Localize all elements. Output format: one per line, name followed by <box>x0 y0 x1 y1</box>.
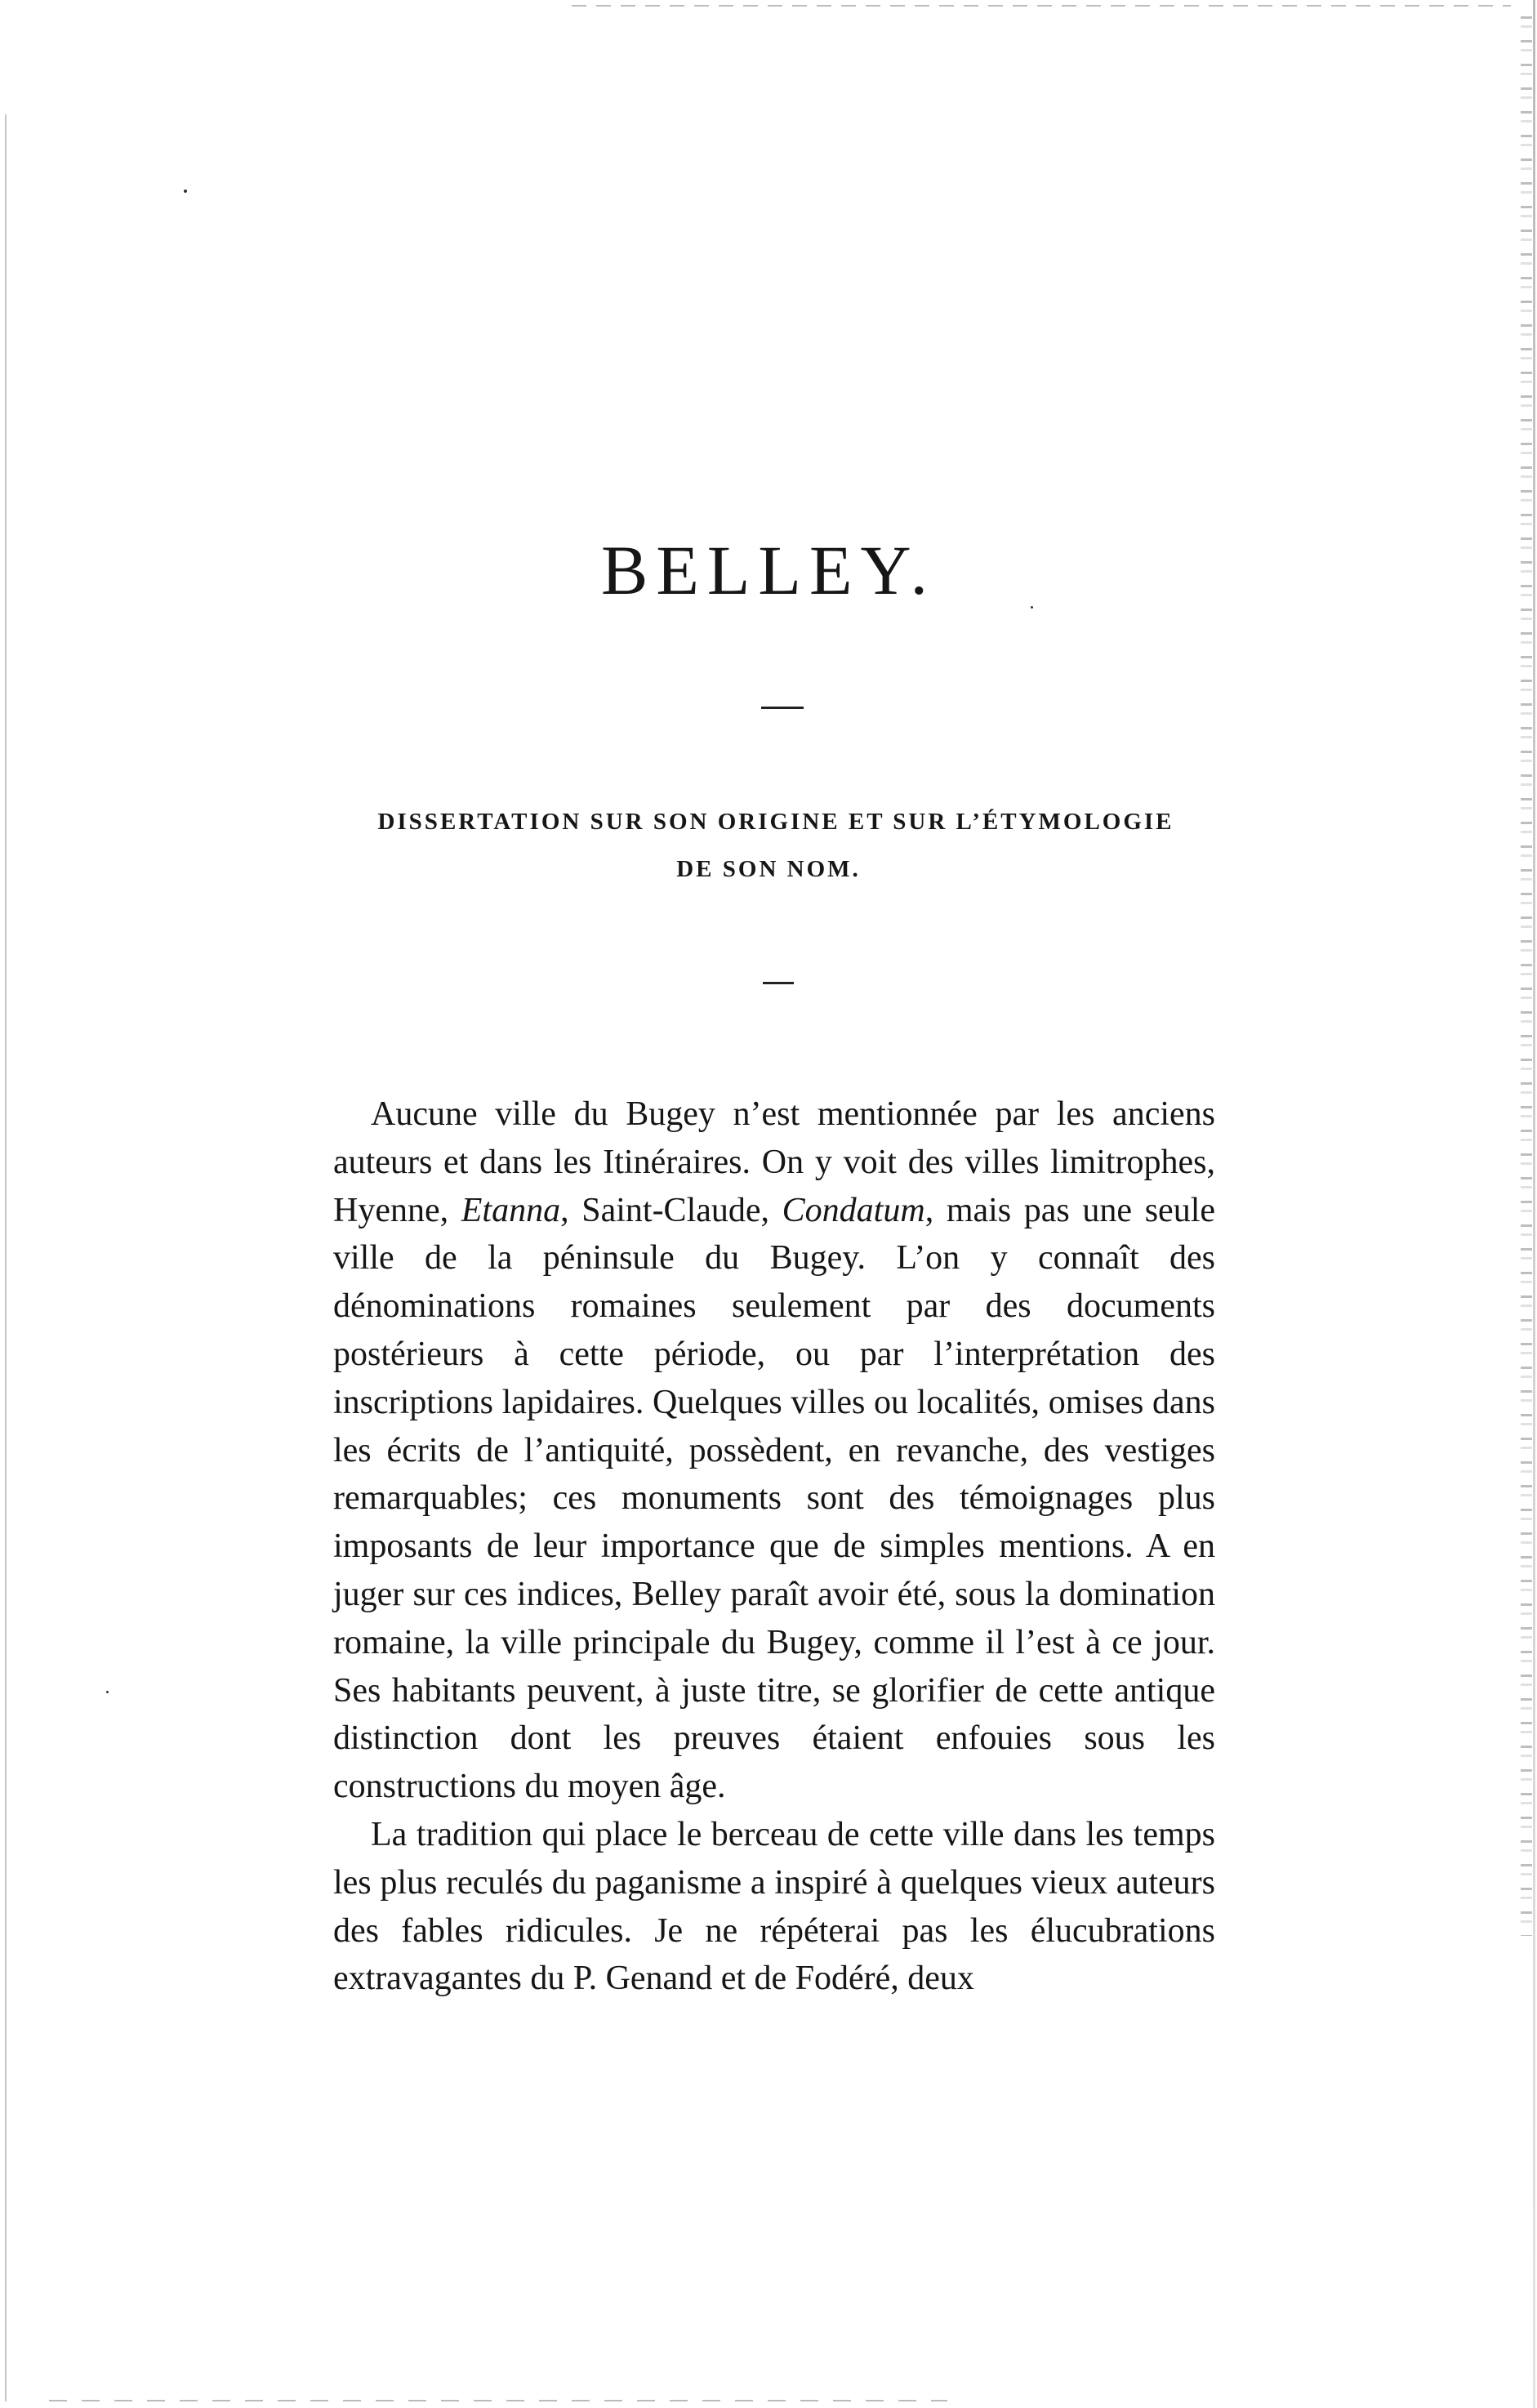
scan-speck <box>106 1691 109 1693</box>
subtitle-line-1: DISSERTATION SUR SON ORIGINE ET SUR L’ÉTYMOLOGIE <box>377 809 1174 835</box>
scan-edge-right-line <box>1533 0 1535 2408</box>
scan-edge-bottom <box>49 2400 947 2401</box>
scan-edge-top <box>572 5 1511 7</box>
subtitle-rule <box>763 982 794 984</box>
italic-place-name: Condatum <box>782 1191 925 1229</box>
italic-place-name: Etanna <box>461 1191 561 1229</box>
scan-speck <box>1031 606 1033 609</box>
scan-edge-left <box>5 114 7 2401</box>
scan-edge-right <box>1521 16 1532 1936</box>
subtitle-line-2: DE SON NOM. <box>676 856 861 882</box>
scan-speck <box>184 190 187 193</box>
paragraph-2: La tradition qui place le berceau de cette ville dans les temps les plus reculés du paganisme a inspiré à quelques vieux auteurs des fables ridicules. Je ne répéterai pas les élucubrations extravagantes du P. Genand et de Fodéré, deux <box>333 1815 1215 1998</box>
body-text <box>333 1090 1215 2003</box>
page-title: BELLEY. <box>600 531 936 609</box>
title-rule <box>761 707 804 709</box>
paragraph-1: Aucune ville du Bugey n’est mentionnée par les anciens auteurs et dans les Itinéraires. On y voit des villes limitrophes, Hyenne, Etanna, Saint-Claude, Condatum, mais pas une seule ville de la péninsule du Bugey. L’on y connaît des dénominations romaines seulement par des documents postérieurs à cette période, ou par l’interprétation des inscriptions lapidaires. Quelques villes ou localités, omises dans les écrits de l’antiquité, possèdent, en revanche, des vestiges remarquables; ces monuments sont des témoignages plus imposants de leur importance que de simples mentions. A en juger sur ces indices, Belley paraît avoir été, sous la domination romaine, la ville principale du Bugey, comme il l’est à ce jour. Ses habitants peuvent, à juste titre, se glorifier de cette antique distinction dont les preuves étaient enfouies sous les constructions du moyen âge. <box>333 1095 1215 1806</box>
